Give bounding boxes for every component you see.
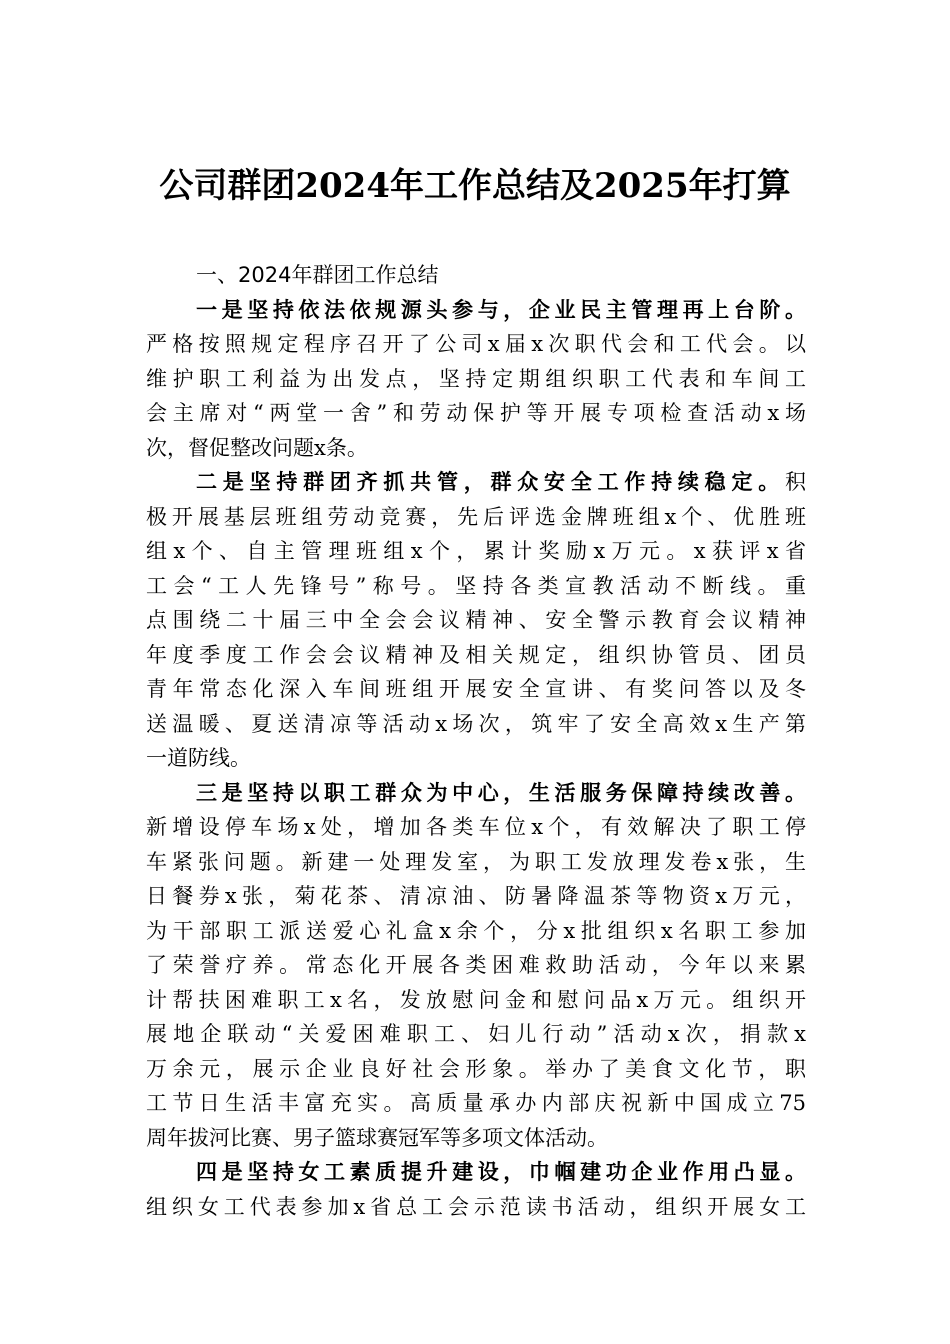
paragraph-line: 工会“工人先锋号”称号。坚持各类宣教活动不断线。重 [146, 573, 806, 598]
paragraph-line [146, 1155, 806, 1190]
paragraph-line: 为干部职工派送爱心礼盒x余个，分x批组织x名职工参加 [146, 918, 806, 943]
paragraph-line: 年度季度工作会会议精神及相关规定，组织协管员、团员 [146, 642, 806, 667]
paragraph-line [146, 465, 806, 500]
paragraph-line: 次，督促整改问题x条。 [146, 435, 368, 460]
section-heading: 一、2024年群团工作总结 [196, 263, 439, 287]
paragraph-1 [146, 293, 806, 466]
paragraph-line: 周年拔河比赛、男子篮球赛冠军等多项文体活动。 [146, 1125, 608, 1150]
paragraph-line: 会主席对“两堂一舍”和劳动保护等开展专项检查活动x场 [146, 401, 806, 425]
paragraph-line: 日餐券x张，菊花茶、清凉油、防暑降温茶等物资x万元， [146, 884, 806, 908]
paragraph-lead: 一是坚持依法依规源头参与，企业民主管理再上台阶。 [196, 296, 806, 322]
paragraph-text: 积 [785, 470, 806, 494]
document-body [146, 258, 806, 1224]
paragraph-line: 极开展基层班组劳动竞赛，先后评选金牌班组x个、优胜班 [146, 504, 806, 529]
paragraph-line: 车紧张问题。新建一处理发室，为职工发放理发卷x张，生 [146, 849, 806, 874]
paragraph-line: 计帮扶困难职工x名，发放慰问金和慰问品x万元。组织开 [146, 987, 806, 1012]
paragraph-line: 一道防线。 [146, 746, 251, 770]
paragraph-lead: 二是坚持群团齐抓共管，群众安全工作持续稳定。 [196, 469, 785, 494]
paragraph-line: 了荣誉疗养。常态化开展各类困难救助活动，今年以来累 [146, 953, 806, 977]
paragraph-2 [146, 465, 806, 776]
document-title: 公司群团2024年工作总结及2025年打算 [159, 166, 791, 206]
paragraph-4 [146, 1155, 806, 1224]
paragraph-line: 青年常态化深入车间班组开展安全宣讲、有奖问答以及冬 [146, 677, 806, 701]
paragraph-line: 严格按照规定程序召开了公司x届x次职代会和工代会。以 [146, 332, 806, 356]
paragraph-line: 新增设停车场x处，增加各类车位x个，有效解决了职工停 [146, 815, 806, 839]
paragraph-line: 组x个、自主管理班组x个，累计奖励x万元。x获评x省 [146, 539, 806, 563]
paragraph-line: 维护职工利益为出发点，坚持定期组织职工代表和车间工 [146, 366, 806, 391]
paragraph-line [146, 293, 806, 328]
paragraph-lead: 三是坚持以职工群众为中心，生活服务保障持续改善。 [196, 779, 806, 805]
paragraph-line: 展地企联动“关爱困难职工、妇儿行动”活动x次，捐款x [146, 1022, 806, 1046]
paragraph-line: 组织女工代表参加x省总工会示范读书活动，组织开展女工 [146, 1194, 806, 1219]
paragraph-line [146, 776, 806, 811]
paragraph-line: 万余元，展示企业良好社会形象。举办了美食文化节，职 [146, 1056, 806, 1081]
paragraph-line: 送温暖、夏送清凉等活动x场次，筑牢了安全高效x生产第 [146, 711, 806, 736]
paragraph-3 [146, 776, 806, 1156]
paragraph-line: 工节日生活丰富充实。高质量承办内部庆祝新中国成立75 [146, 1091, 806, 1115]
paragraph-lead: 四是坚持女工素质提升建设，巾帼建功企业作用凸显。 [196, 1159, 806, 1184]
paragraph-line: 点围绕二十届三中全会会议精神、安全警示教育会议精神 [146, 608, 806, 632]
